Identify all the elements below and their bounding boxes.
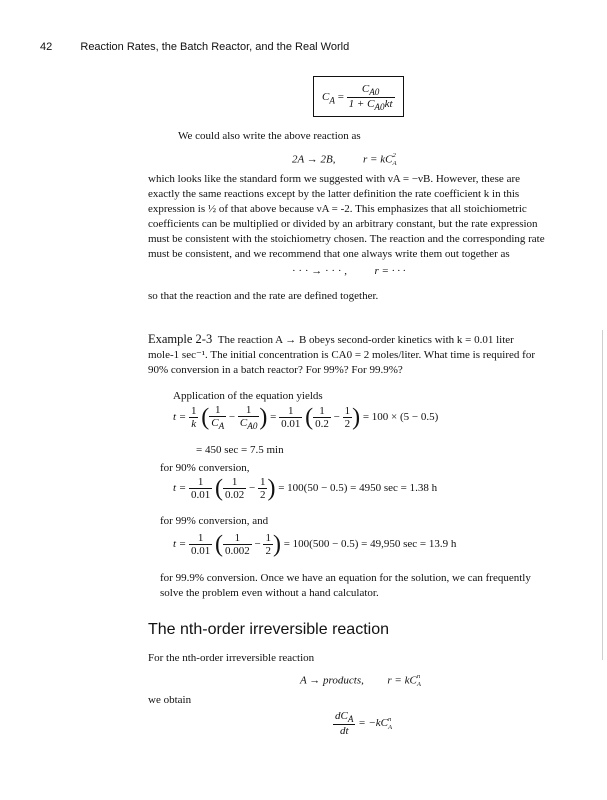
paragraph-2-line: must be consistent with the stoichiometry chosen. The reaction and the corresponding rate bbox=[148, 233, 545, 245]
example-line: 90% conversion in a batch reactor? For 99%? For 99.9%? bbox=[148, 364, 403, 376]
example-label: Example 2-3 bbox=[148, 332, 213, 346]
nth-order-reaction-equation: A → products, r = kC n A bbox=[300, 673, 421, 688]
paragraph-2-line: must be consistent, and we recommend that one always write them out together as bbox=[148, 248, 510, 260]
boxed-equation: $C_A$ = $\frac{C_{A0}}{1 + C_{A0}kt}$ bbox=[313, 76, 404, 117]
paragraph-2-line: exactly the same reactions except by the latter definition the rate coefficient k in this bbox=[148, 188, 520, 200]
example-equation-1b: = 450 sec = 7.5 min bbox=[196, 444, 284, 456]
example-closing bbox=[160, 571, 590, 601]
example-closing-line: for 99.9% conversion. Once we have an equation for the solution, we can frequently bbox=[160, 572, 531, 584]
running-title: Reaction Rates, the Batch Reactor, and the Real World bbox=[80, 41, 350, 53]
boxed-fraction: $\frac{C_{A0}}{1 + C_{A0}kt}$ bbox=[348, 83, 393, 113]
paragraph-2-line: expression is ½ of that above because νA = -2. This emphasizes that all stoichiometric bbox=[148, 203, 527, 215]
paragraph-2-line: coefficients can be multiplied or divided by an arbitrary constant, but the rate expression bbox=[148, 218, 538, 230]
page-number: 42 bbox=[40, 41, 53, 53]
for-90-text: for 90% conversion, bbox=[160, 462, 250, 474]
example-equation-1: t = $\frac{1}{k}$ ( $\frac{1}{C_A}$ − $\frac{1}{C_{A0}}$ ) = $\frac{1}{0.01}$ ( $\frac{1}{0.2}$ − $\frac{1}{2}$ ) = 100 × (5 − 0.5) bbox=[173, 404, 439, 432]
equation-dots: · · · → · · · , r = · · · bbox=[292, 265, 406, 277]
for-99-text: for 99% conversion, and bbox=[160, 515, 269, 527]
application-text: Application of the equation yields bbox=[173, 390, 323, 402]
example-line: The reaction A → B obeys second-order kinetics with k = 0.01 liter bbox=[217, 334, 514, 346]
section-title: The nth-order irreversible reaction bbox=[148, 621, 389, 638]
example-equation-3: t = $\frac{1}{0.01}$ ( $\frac{1}{0.002}$ − $\frac{1}{2}$ ) = 100(500 − 0.5) = 49,950 sec = 13.9 h bbox=[173, 531, 457, 558]
page-header bbox=[40, 41, 349, 53]
example-line: mole-1 sec⁻¹. The initial concentration is CA0 = 2 moles/liter. What time is required for bbox=[148, 349, 535, 361]
obtain-text: we obtain bbox=[148, 694, 192, 706]
nth-order-ode: $\frac{dC_A}{dt}$ = −kC n A bbox=[335, 710, 393, 738]
equation-2a-2b: 2A → 2B, r = kC 2 A bbox=[292, 152, 397, 167]
scan-edge-line bbox=[602, 330, 603, 660]
paragraph-1: We could also write the above reaction as bbox=[178, 130, 361, 142]
paragraph-2-line: which looks like the standard form we suggested with νA = −νB. However, these are bbox=[148, 173, 520, 185]
paragraph-2 bbox=[148, 172, 588, 262]
example-2-3 bbox=[148, 332, 588, 378]
example-closing-line: solve the problem even without a hand calculator. bbox=[160, 587, 379, 599]
example-equation-2: t = $\frac{1}{0.01}$ ( $\frac{1}{0.02}$ − $\frac{1}{2}$ ) = 100(50 − 0.5) = 4950 sec = 1.38 h bbox=[173, 475, 438, 502]
section-intro: For the nth-order irreversible reaction bbox=[148, 652, 315, 664]
paragraph-3: so that the reaction and the rate are defined together. bbox=[148, 290, 379, 302]
